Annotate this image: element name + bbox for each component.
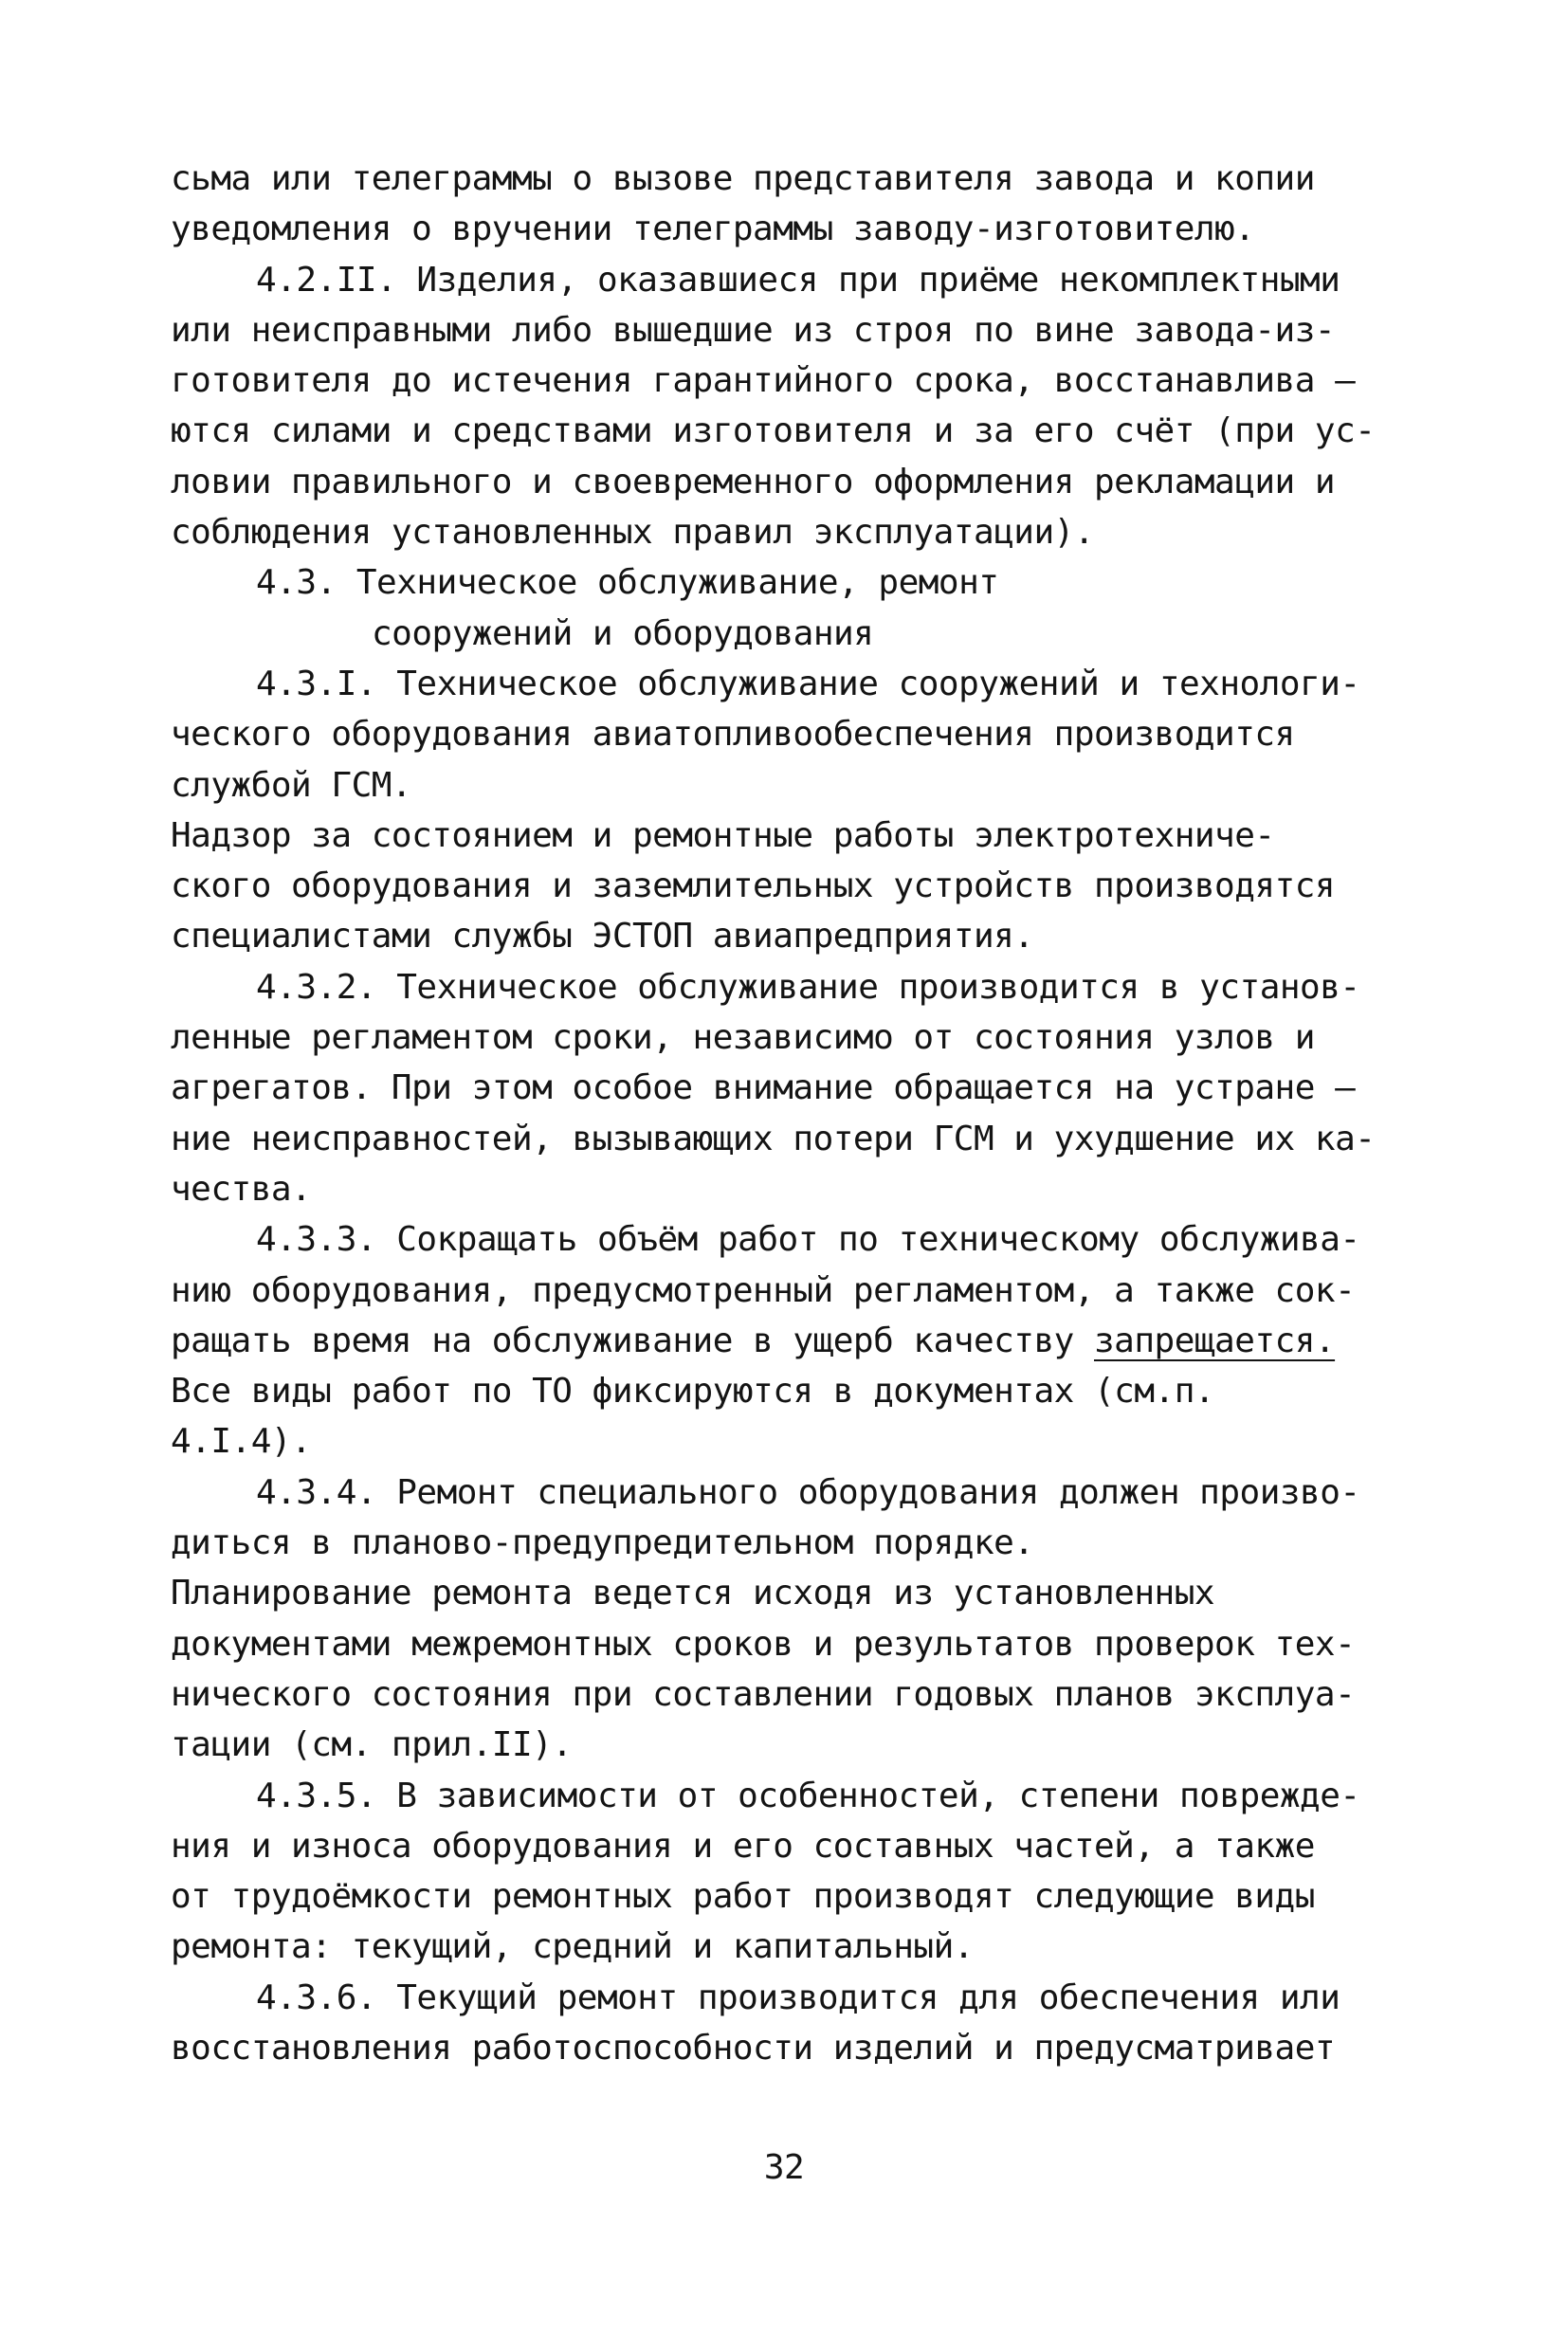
paragraph-4-3-1: 4.3.I. Техническое обслуживание сооружений и технологи- xyxy=(256,664,1360,703)
text-line: специалистами службы ЭСТОП авиапредприятия. xyxy=(171,917,1034,957)
text-line: 4.I.4). xyxy=(171,1422,312,1462)
paragraph-4-3-2: 4.3.2. Техническое обслуживание производится в установ- xyxy=(256,967,1360,1007)
text-line: ние неисправностей, вызывающих потери ГСМ и ухудшение их ка- xyxy=(171,1119,1376,1158)
text-line: или неисправными либо вышедшие из строя по вине завода-из- xyxy=(171,310,1336,350)
text-line: ского оборудования и заземлительных устройств производятся xyxy=(171,866,1336,906)
text-line: восстановления работоспособности изделий и предусматривает xyxy=(171,2028,1336,2068)
text-line: готовителя до истечения гарантийного срока, восстанавлива – xyxy=(171,361,1356,401)
text-line: агрегатов. При этом особое внимание обращается на устране – xyxy=(171,1068,1356,1108)
text-line: сьма или телеграммы о вызове представителя завода и копии xyxy=(171,159,1315,198)
text-line: нию оборудования, предусмотренный регламентом, а также сок- xyxy=(171,1270,1356,1310)
paragraph-4-2-11: 4.2.II. Изделия, оказавшиеся при приёме некомплектными xyxy=(256,260,1340,300)
text-line: ловии правильного и своевременного оформления рекламации и xyxy=(171,462,1336,501)
document-body xyxy=(171,154,1403,2073)
text-line: ческого оборудования авиатопливообеспечения производится xyxy=(171,715,1295,755)
paragraph-planning: Планирование ремонта ведется исходя из установленных xyxy=(171,1574,1215,1613)
text-line: ния и износа оборудования и его составных частей, а также xyxy=(171,1826,1315,1866)
text-line: нического состояния при составлении годовых планов эксплуа- xyxy=(171,1674,1356,1714)
paragraph-4-3-6: 4.3.6. Текущий ремонт производится для обеспечения или xyxy=(256,1977,1340,2017)
paragraph-to-records: Все виды работ по ТО фиксируются в документах (см.п. xyxy=(171,1372,1215,1412)
paragraph-supervision: Надзор за состоянием и ремонтные работы электротехниче- xyxy=(171,815,1275,855)
text-line: ремонта: текущий, средний и капитальный. xyxy=(171,1927,974,1967)
text-line: соблюдения установленных правил эксплуатации). xyxy=(171,513,1094,553)
text-line xyxy=(171,1316,1403,1366)
page-number: 32 xyxy=(763,2148,805,2187)
text-line: документами межремонтных сроков и результатов проверок тех- xyxy=(171,1624,1356,1664)
text-line: чества. xyxy=(171,1169,312,1209)
section-heading-4-3: 4.3. Техническое обслуживание, ремонт xyxy=(256,563,999,603)
paragraph-4-3-3: 4.3.3. Сокращать объём работ по техническому обслужива- xyxy=(256,1220,1360,1260)
text-line: ленные регламентом сроки, независимо от состояния узлов и xyxy=(171,1018,1315,1058)
text-line: тации (см. прил.II). xyxy=(171,1725,573,1765)
text-line: службой ГСМ. xyxy=(171,765,412,805)
text-segment: ращать время на обслуживание в ущерб качеству xyxy=(171,1321,1094,1360)
paragraph-4-3-4: 4.3.4. Ремонт специального оборудования должен произво- xyxy=(256,1472,1360,1512)
text-line: диться в планово-предупредительном порядке. xyxy=(171,1523,1034,1563)
text-line: от трудоёмкости ремонтных работ производят следующие виды xyxy=(171,1877,1315,1917)
text-line: уведомления о вручении телеграммы заводу-изготовителю. xyxy=(171,210,1255,249)
section-heading-4-3-continued: сооружений и оборудования xyxy=(372,613,874,653)
paragraph-4-3-5: 4.3.5. В зависимости от особенностей, степени поврежде- xyxy=(256,1776,1360,1815)
text-line: ются силами и средствами изготовителя и за его счёт (при ус- xyxy=(171,411,1376,451)
underlined-word: запрещается. xyxy=(1094,1321,1336,1360)
